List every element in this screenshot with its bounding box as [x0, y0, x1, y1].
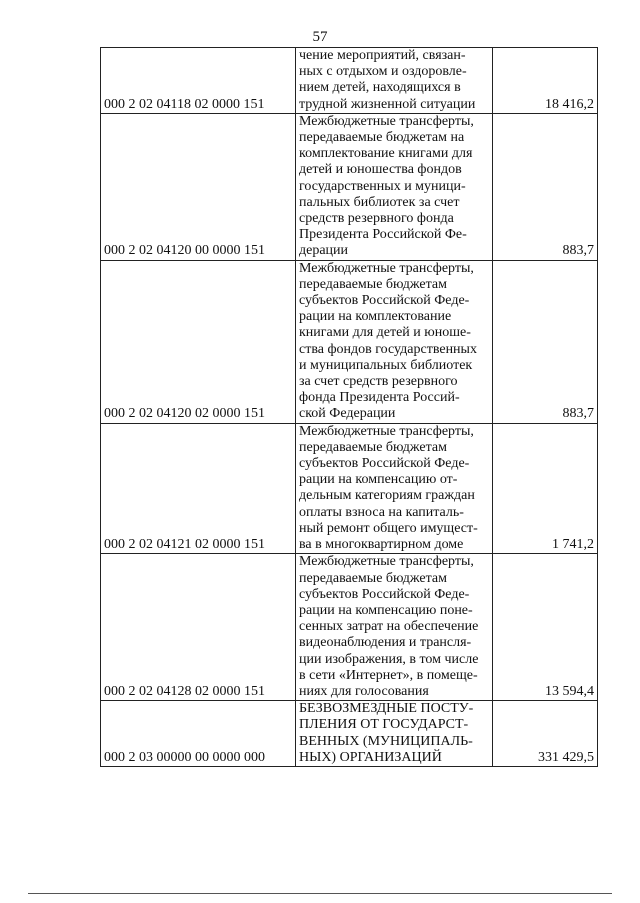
description-line: государственных и муници- — [299, 178, 466, 194]
revenue-description-cell — [296, 48, 493, 114]
description-line: ства фондов государственных — [299, 341, 477, 357]
revenue-description-cell — [296, 113, 493, 260]
description-line: сенных затрат на обеспечение — [299, 619, 479, 635]
budget-revenue-table — [100, 47, 598, 767]
page-bottom-rule — [28, 893, 612, 894]
description-line: дельным категориям граждан — [299, 488, 475, 504]
description-line: трудной жизненной ситуации — [299, 96, 476, 112]
description-line: субъектов Российской Феде- — [299, 586, 470, 602]
description-line: детей и юношества фондов — [299, 162, 462, 178]
description-line: Межбюджетные трансферты, — [299, 554, 474, 570]
description-line: ской Федерации — [299, 406, 396, 422]
table-row — [101, 260, 598, 423]
revenue-description-cell — [296, 554, 493, 701]
revenue-code-cell: 000 2 03 00000 00 0000 000 — [101, 701, 296, 767]
description-line: Межбюджетные трансферты, — [299, 423, 474, 439]
description-line: ции изображения, в том числе — [299, 651, 479, 667]
description-line: ных с отдыхом и оздоровле- — [299, 64, 467, 80]
description-line: чение мероприятий, связан- — [299, 48, 466, 63]
description-line: передаваемые бюджетам — [299, 439, 447, 455]
description-line: рации на компенсацию от- — [299, 472, 458, 488]
revenue-description-cell — [296, 701, 493, 767]
table-row — [101, 113, 598, 260]
revenue-code-cell: 000 2 02 04120 02 0000 151 — [101, 260, 296, 423]
description-line: Межбюджетные трансферты, — [299, 113, 474, 129]
description-line: и муниципальных библиотек — [299, 357, 473, 373]
description-line: нием детей, находящихся в — [299, 80, 461, 96]
amount-cell: 1 741,2 — [493, 423, 598, 554]
description-line: ВЕННЫХ (МУНИЦИПАЛЬ- — [299, 733, 473, 749]
table-row — [101, 554, 598, 701]
description-line: комплектование книгами для — [299, 146, 473, 162]
revenue-code-cell: 000 2 02 04118 02 0000 151 — [101, 48, 296, 114]
description-line: ва в многоквартирном доме — [299, 537, 464, 553]
description-line: средств резервного фонда — [299, 211, 454, 227]
description-line: Межбюджетные трансферты, — [299, 260, 474, 276]
revenue-description-cell — [296, 260, 493, 423]
description-line: ный ремонт общего имущест- — [299, 520, 478, 536]
description-line: НЫХ) ОРГАНИЗАЦИЙ — [299, 749, 442, 765]
description-line: передаваемые бюджетам — [299, 570, 447, 586]
description-line: ниях для голосования — [299, 683, 429, 699]
description-line: оплаты взноса на капиталь- — [299, 504, 464, 520]
table-row — [101, 48, 598, 114]
table-row — [101, 701, 598, 767]
revenue-code-cell: 000 2 02 04120 00 0000 151 — [101, 113, 296, 260]
description-line: рации на комплектование — [299, 309, 452, 325]
revenue-code-cell: 000 2 02 04121 02 0000 151 — [101, 423, 296, 554]
revenue-description-cell — [296, 423, 493, 554]
page-number: 57 — [312, 29, 328, 45]
description-line: книгами для детей и юноше- — [299, 325, 471, 341]
description-line: передаваемые бюджетам на — [299, 130, 465, 146]
amount-cell: 331 429,5 — [493, 701, 598, 767]
description-line: рации на компенсацию поне- — [299, 602, 473, 618]
table-row — [101, 423, 598, 554]
description-line: дерации — [299, 243, 349, 259]
description-line: субъектов Российской Феде- — [299, 293, 470, 309]
description-line: Президента Российской Фе- — [299, 227, 467, 243]
description-line: в сети «Интернет», в помеще- — [299, 667, 478, 683]
description-line: передаваемые бюджетам — [299, 276, 447, 292]
revenue-code-cell: 000 2 02 04128 02 0000 151 — [101, 554, 296, 701]
description-line: за счет средств резервного — [299, 374, 458, 390]
description-line: фонда Президента Россий- — [299, 390, 460, 406]
description-line: видеонаблюдения и трансля- — [299, 635, 472, 651]
amount-cell: 18 416,2 — [493, 48, 598, 114]
description-line: ПЛЕНИЯ ОТ ГОСУДАРСТ- — [299, 717, 469, 733]
amount-cell: 883,7 — [493, 260, 598, 423]
amount-cell: 883,7 — [493, 113, 598, 260]
description-line: пальных библиотек за счет — [299, 194, 460, 210]
table-body — [101, 48, 598, 767]
description-line: субъектов Российской Феде- — [299, 456, 470, 472]
amount-cell: 13 594,4 — [493, 554, 598, 701]
description-line: БЕЗВОЗМЕЗДНЫЕ ПОСТУ- — [299, 701, 474, 717]
